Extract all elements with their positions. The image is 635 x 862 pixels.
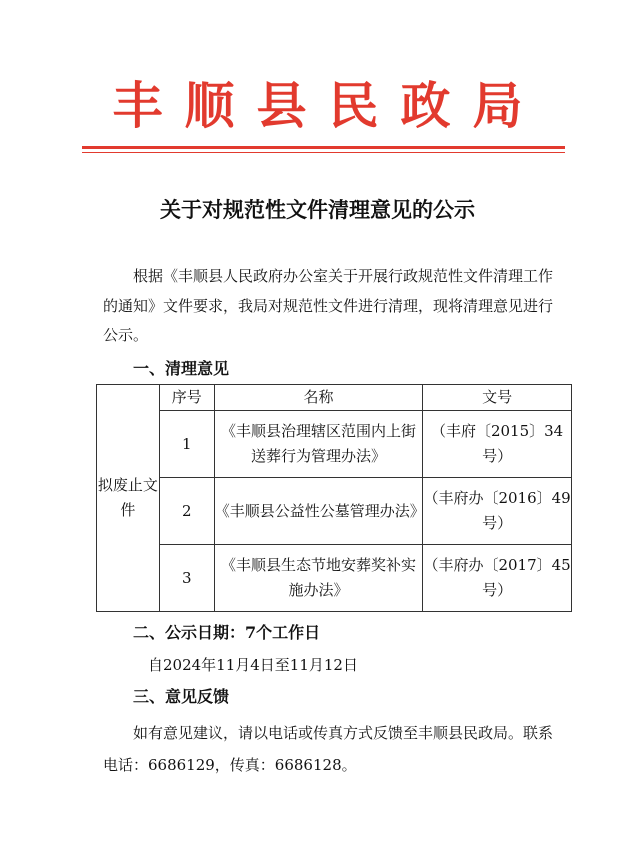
feedback-paragraph: 如有意见建议，请以电话或传真方式反馈至丰顺县民政局。联系电话：6686129，传真：6686128。 xyxy=(103,724,554,774)
row-number: 2 xyxy=(159,478,214,545)
document-title: 关于对规范性文件清理意见的公示 xyxy=(160,197,475,222)
header-doc-number: 文号 xyxy=(423,385,572,411)
section-heading-period: 二、公示日期：7个工作日 xyxy=(133,623,321,642)
row-name: 《丰顺县公益性公墓管理办法》 xyxy=(214,478,422,545)
row-number: 1 xyxy=(159,411,214,478)
table-row xyxy=(97,478,572,545)
org-name-heading: 丰顺县民政局 xyxy=(112,76,545,135)
file-table xyxy=(96,384,572,612)
row-doc-number: （丰府办〔2017〕45号） xyxy=(423,545,572,612)
section-heading-feedback: 三、意见反馈 xyxy=(133,687,230,706)
row-name: 《丰顺县治理辖区范围内上街送葬行为管理办法》 xyxy=(214,411,422,478)
table-row xyxy=(97,411,572,478)
header-rule-thick xyxy=(82,146,565,149)
intro-paragraph: 根据《丰顺县人民政府办公室关于开展行政规范性文件清理工作的通知》文件要求，我局对规范性文件进行清理，现将清理意见进行公示。 xyxy=(103,267,554,344)
table-row xyxy=(97,545,572,612)
category-cell: 拟废止文件 xyxy=(97,385,160,612)
row-name: 《丰顺县生态节地安葬奖补实施办法》 xyxy=(214,545,422,612)
row-number: 3 xyxy=(159,545,214,612)
header-name: 名称 xyxy=(214,385,422,411)
table-header-row xyxy=(97,385,572,411)
row-doc-number: （丰府办〔2016〕49号） xyxy=(423,478,572,545)
date-range: 自2024年11月4日至11月12日 xyxy=(148,656,358,674)
header-number: 序号 xyxy=(159,385,214,411)
header-rule-thin xyxy=(82,152,565,153)
section-heading-opinions: 一、清理意见 xyxy=(133,359,230,378)
row-doc-number: （丰府〔2015〕34号） xyxy=(423,411,572,478)
